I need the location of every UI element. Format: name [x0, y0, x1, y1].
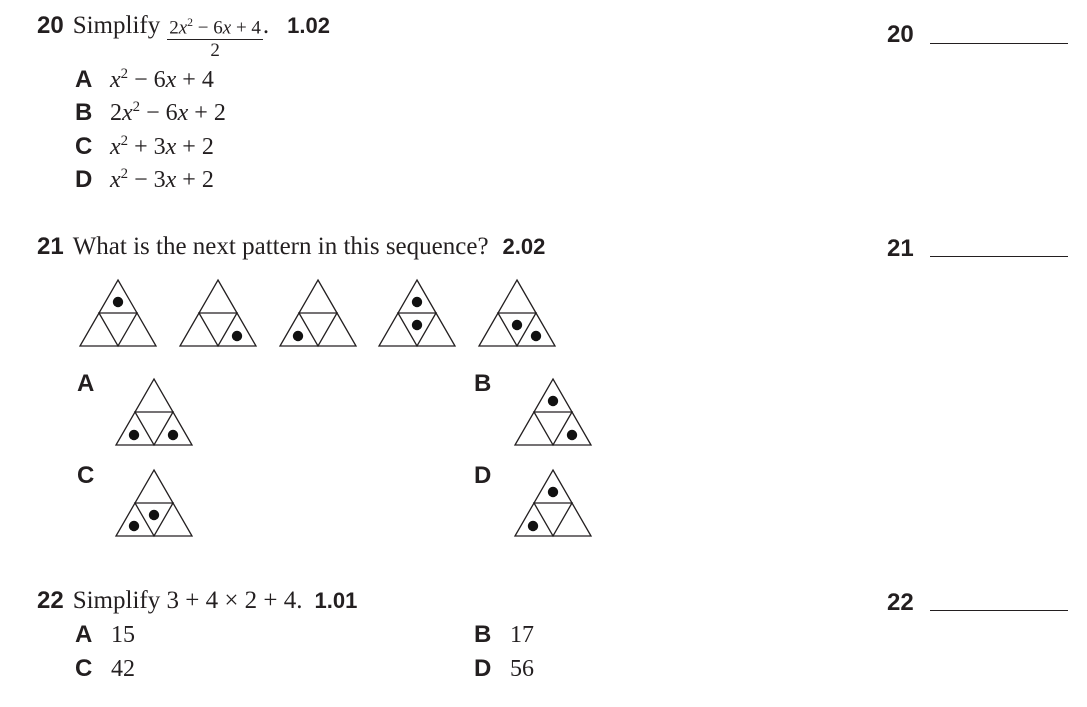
choice-d[interactable] — [75, 166, 214, 194]
dot-top — [412, 297, 422, 307]
fraction — [167, 17, 263, 61]
choice-letter: B — [75, 99, 93, 126]
choice-value: 15 — [111, 622, 135, 648]
choice-value: 56 — [510, 656, 534, 682]
choice-letter: D — [75, 166, 93, 193]
choice-c-triangle[interactable] — [115, 469, 193, 537]
dot-top — [548, 396, 558, 406]
choice-letter: B — [474, 621, 492, 648]
objective-code: 1.01 — [314, 588, 358, 613]
question-text: What is the next pattern in this sequence? — [72, 233, 489, 260]
answer-blank[interactable] — [930, 610, 1068, 611]
answer-blank[interactable] — [930, 43, 1068, 44]
choice-c-letter[interactable]: C — [77, 462, 95, 489]
answer-blank[interactable] — [930, 256, 1068, 257]
choice-letter: C — [75, 655, 93, 682]
sequence-triangle-5 — [478, 279, 556, 347]
inner-triangle — [99, 313, 137, 346]
dot-left — [129, 430, 139, 440]
dot-left — [528, 521, 538, 531]
choice-d-letter[interactable]: D — [474, 462, 492, 489]
choice-expression: $x^2 - 6x + 4$ — [110, 66, 214, 93]
choice-expression: $x^2 + 3x + 2$ — [110, 133, 214, 160]
choice-letter: A — [75, 66, 93, 93]
question-text: Simplify 3 + 4 × 2 + 4. — [72, 587, 303, 614]
dot-right — [567, 430, 577, 440]
dot-center — [149, 510, 159, 520]
dot-right — [531, 331, 541, 341]
question-text: Simplify — [72, 12, 161, 39]
question-number: 22 — [37, 587, 64, 614]
choice-a[interactable] — [75, 621, 135, 649]
question-number: 20 — [37, 12, 64, 39]
inner-triangle — [199, 313, 237, 346]
dot-left — [293, 331, 303, 341]
choice-value: 42 — [111, 656, 135, 682]
question-20-stem — [37, 12, 330, 61]
choice-letter: D — [474, 655, 492, 682]
choice-expression: $x^2 - 3x + 2$ — [110, 166, 214, 193]
inner-triangle — [299, 313, 337, 346]
sequence-triangle-3 — [279, 279, 357, 347]
dot-right — [232, 331, 242, 341]
sequence-triangle-1 — [79, 279, 157, 347]
choice-b[interactable] — [474, 621, 534, 649]
question-22-stem — [37, 587, 357, 615]
inner-triangle — [135, 412, 173, 445]
choice-a-letter[interactable]: A — [77, 370, 95, 397]
inner-triangle — [534, 412, 572, 445]
choice-c[interactable] — [75, 655, 135, 683]
question-number: 21 — [37, 233, 64, 260]
choice-d[interactable] — [474, 655, 534, 683]
sequence-triangle-4 — [378, 279, 456, 347]
choice-b-letter[interactable]: B — [474, 370, 492, 397]
dot-top — [113, 297, 123, 307]
choice-d-triangle[interactable] — [514, 469, 592, 537]
dot-left — [129, 521, 139, 531]
question-21-stem — [37, 233, 545, 261]
choice-b-triangle[interactable] — [514, 378, 592, 446]
choice-b[interactable] — [75, 99, 226, 127]
choice-value: 17 — [510, 622, 534, 648]
answer-number: 22 — [887, 589, 914, 616]
inner-triangle — [534, 503, 572, 536]
objective-code: 1.02 — [287, 13, 330, 38]
choice-a[interactable] — [75, 66, 214, 94]
choice-a-triangle[interactable] — [115, 378, 193, 446]
dot-top — [548, 487, 558, 497]
objective-code: 2.02 — [502, 234, 546, 259]
sequence-triangle-2 — [179, 279, 257, 347]
answer-number: 20 — [887, 21, 914, 48]
choice-letter: C — [75, 133, 93, 160]
dot-center — [512, 320, 522, 330]
stem-period: . — [262, 12, 270, 39]
answer-number: 21 — [887, 235, 914, 262]
choice-letter: A — [75, 621, 93, 648]
fraction-denominator: 2 — [210, 39, 220, 61]
choice-expression: $2x^2 - 6x + 2$ — [110, 99, 226, 126]
fraction-numerator: $2x^2 - 6x + 4$ — [169, 15, 261, 38]
dot-right — [168, 430, 178, 440]
dot-center — [412, 320, 422, 330]
choice-c[interactable] — [75, 133, 214, 161]
